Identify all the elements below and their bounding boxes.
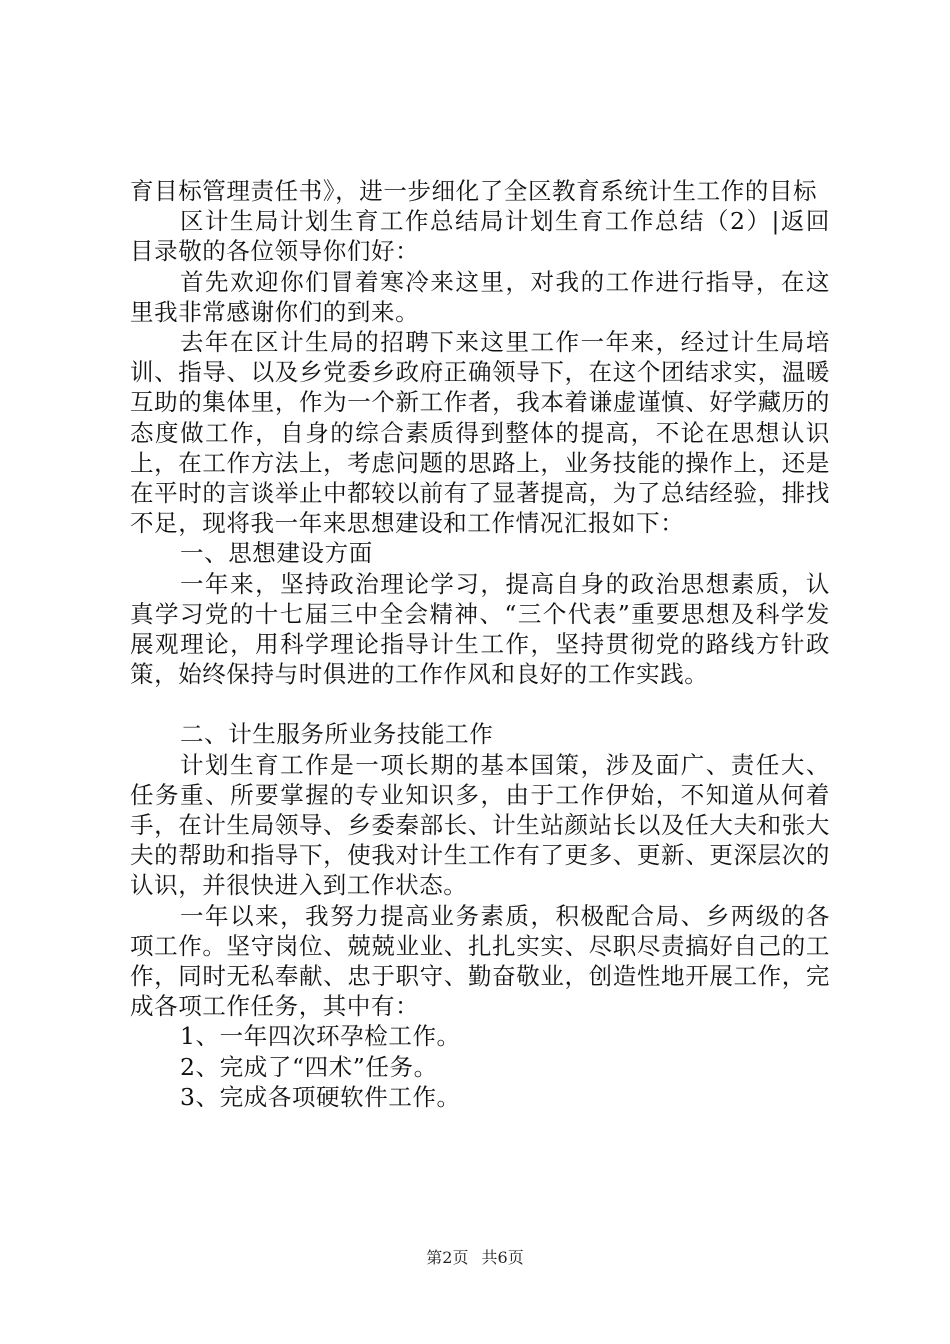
paragraph-greeting: 首先欢迎你们冒着寒冷来这里，对我的工作进行指导，在这里我非常感谢你们的到来。 xyxy=(130,267,830,326)
page-number: 第2页 xyxy=(426,1248,469,1267)
section-heading-skills: 二、计生服务所业务技能工作 xyxy=(180,720,494,749)
paragraph-intro: 去年在区计生局的招聘下来这里工作一年来，经过计生局培训、指导、以及乡党委乡政府正确领导下，在这个团结求实，温暖互助的集体里，作为一个新工作者，我本着谦虚谨慎、好学藏历的态度做工作，自身的综合素质得到整体的提高，不论在思想认识上，在工作方法上，考虑问题的思路上，业务技能的操作上，还是在平时的言谈举止中都较以前有了显著提高，为了总结经验，排找不足，现将我一年来思想建设和工作情况汇报如下： xyxy=(130,328,830,538)
paragraph-work-summary: 一年以来，我努力提高业务素质，积极配合局、乡两级的各项工作。坚守岗位、兢兢业业、扎扎实实、尽职尽责搞好自己的工作，同时无私奉献、忠于职守、勤奋敬业，创造性地开展工作，完成各项工作任务，其中有： xyxy=(130,901,830,1021)
paragraph-continuation: 育目标管理责任书》，进一步细化了全区教育系统计生工作的目标 xyxy=(130,177,818,205)
section-heading-ideology: 一、思想建设方面 xyxy=(180,539,373,568)
list-item: 3、完成各项硬软件工作。 xyxy=(180,1082,461,1111)
paragraph-title-line: 区计生局计划生育工作总结局计划生育工作总结（2）|返回目录敬的各位领导你们好： xyxy=(130,207,830,266)
page-footer xyxy=(0,1245,950,1268)
paragraph-skills: 计划生育工作是一项长期的基本国策，涉及面广、责任大、任务重、所要掌握的专业知识多，由于工作伊始，不知道从何着手，在计生局领导、乡委秦部长、计生站颜站长以及任大夫和张大夫的帮助和指导下，使我对计生工作有了更多、更新、更深层次的认识，并很快进入到工作状态。 xyxy=(130,750,830,900)
paragraph-ideology: 一年来，坚持政治理论学习，提高自身的政治思想素质，认真学习党的十七届三中全会精神、“三个代表”重要思想及科学发展观理论，用科学理论指导计生工作，坚持贯彻党的路线方针政策，始终保持与时俱进的工作作风和良好的工作实践。 xyxy=(130,569,830,689)
page-total: 共6页 xyxy=(481,1248,524,1267)
document-body xyxy=(130,176,830,1112)
list-item: 1、一年四次环孕检工作。 xyxy=(180,1022,461,1051)
list-item: 2、完成了“四术”任务。 xyxy=(180,1052,438,1081)
